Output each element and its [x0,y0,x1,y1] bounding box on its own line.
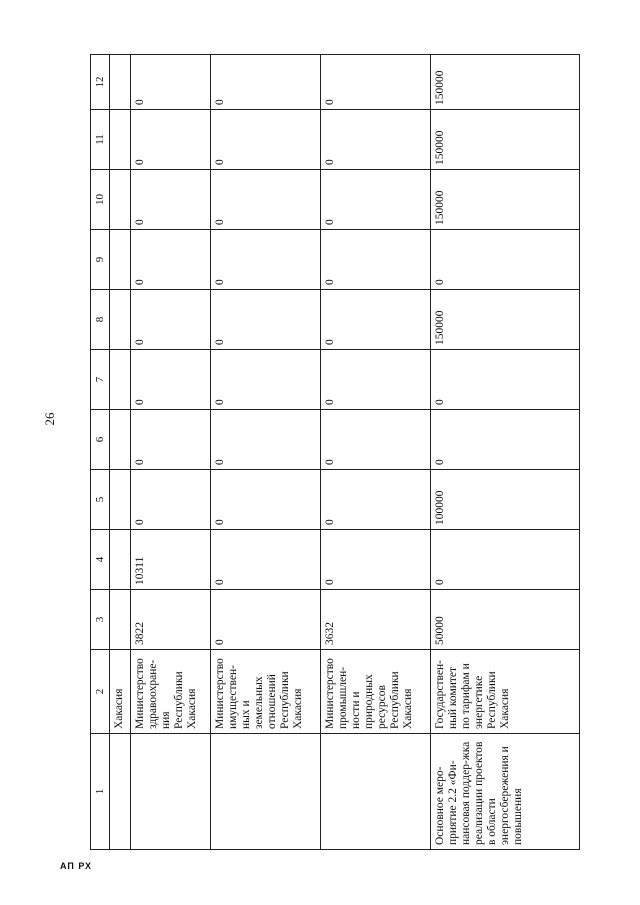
column-number: 4 [91,530,110,590]
data-table [90,54,580,850]
table-cell: 0 [321,470,431,530]
rotated-table [90,55,580,850]
table-cell: 10311 [131,530,211,590]
table-cell [110,350,131,410]
table-cell: 0 [211,530,321,590]
table-cell [110,470,131,530]
column-number: 7 [91,350,110,410]
table-cell: 100000 [431,470,580,530]
table-cell: Основное меро-приятие 2.2 «Фи-нансовая поддер-жка реализации проектов в области энергосбережения и повышения [431,734,580,850]
table-cell: 0 [131,350,211,410]
table-cell: 0 [321,55,431,110]
table-cell [110,55,131,110]
table-cell [110,530,131,590]
table-cell: 150000 [431,55,580,110]
table-container [90,55,580,850]
table-cell [110,734,131,850]
table-cell: 0 [211,410,321,470]
table-cell: 0 [211,110,321,170]
table-cell: 0 [321,530,431,590]
table-row [321,55,431,850]
table-cell: 0 [211,470,321,530]
table-row [110,55,131,850]
table-cell [110,110,131,170]
footer-mark: АП РХ [60,861,93,871]
table-cell: 0 [131,230,211,290]
table-cell [321,734,431,850]
table-cell: 0 [131,55,211,110]
table-cell [211,734,321,850]
table-row [431,55,580,850]
table-cell: 0 [321,170,431,230]
table-cell [110,230,131,290]
table-cell: 0 [211,350,321,410]
table-cell: Министерство имуществен-ных и земельных отношений Республики Хакасия [211,650,321,734]
column-number: 11 [91,110,110,170]
table-cell [110,290,131,350]
table-cell [110,170,131,230]
table-cell: 0 [131,290,211,350]
column-number: 2 [91,650,110,734]
table-cell: 0 [211,590,321,650]
table-cell: Министерство здравоохране-ния Республики Хакасия [131,650,211,734]
table-cell: 150000 [431,170,580,230]
column-number: 3 [91,590,110,650]
table-cell: 0 [321,350,431,410]
table-cell: 0 [211,230,321,290]
table-cell: Государствен-ный комитет по тарифам и энергетике Республики Хакасия [431,650,580,734]
table-cell: 3632 [321,590,431,650]
table-cell: 0 [431,230,580,290]
column-number-row [91,55,110,850]
table-cell: 0 [431,530,580,590]
table-cell [110,590,131,650]
column-number: 1 [91,734,110,850]
table-row [211,55,321,850]
table-cell: 150000 [431,110,580,170]
table-cell: Хакасия [110,650,131,734]
table-cell: 0 [131,410,211,470]
column-number: 10 [91,170,110,230]
table-cell: 0 [211,170,321,230]
table-cell: 0 [321,290,431,350]
table-cell: 0 [431,410,580,470]
column-number: 12 [91,55,110,110]
table-cell: 3822 [131,590,211,650]
column-number: 8 [91,290,110,350]
page-number: 26 [42,412,57,426]
table-cell: 0 [131,170,211,230]
table-cell [131,734,211,850]
table-cell: 0 [211,290,321,350]
table-cell: 0 [131,110,211,170]
column-number: 5 [91,470,110,530]
table-cell: 0 [131,470,211,530]
table-cell: 150000 [431,290,580,350]
column-number: 9 [91,230,110,290]
table-row [131,55,211,850]
table-cell: 0 [431,350,580,410]
table-cell: 50000 [431,590,580,650]
table-cell: 0 [321,230,431,290]
column-number: 6 [91,410,110,470]
table-cell: Министерство промышлен-ности и природных ресурсов Республики Хакасия [321,650,431,734]
table-cell: 0 [321,110,431,170]
table-cell: 0 [321,410,431,470]
table-cell [110,410,131,470]
table-cell: 0 [211,55,321,110]
